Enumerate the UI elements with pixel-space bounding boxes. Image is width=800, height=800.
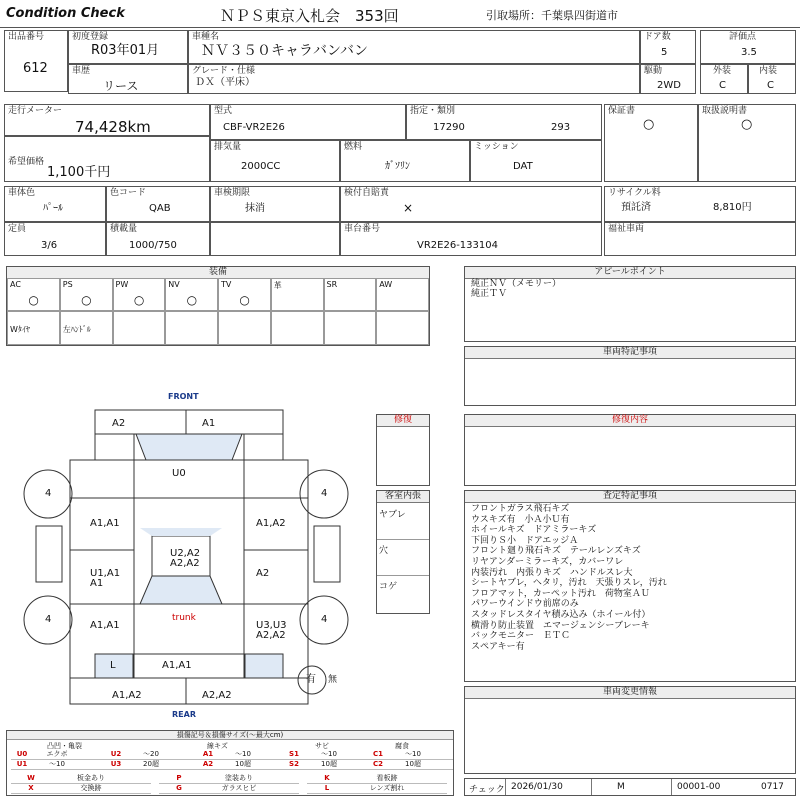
doors-value: 5: [661, 47, 668, 58]
part-door-rl-2: A1: [90, 578, 104, 589]
part-door-rr: A2: [256, 568, 270, 579]
equipment-cell: [218, 278, 271, 311]
legend-code: S1: [289, 750, 299, 758]
equipment-label: PW: [115, 280, 129, 289]
part-rear-l: L: [110, 660, 116, 671]
legend-item: [197, 750, 283, 760]
score-label: 評価点: [729, 32, 757, 42]
legend-code: P: [176, 774, 182, 782]
score-box: [700, 30, 796, 64]
recycle-status: 預託済: [621, 202, 651, 213]
trunk-label: trunk: [172, 613, 196, 623]
inspection-value: 抹消: [245, 203, 265, 214]
part-qtr-r-1: U3,U3: [256, 620, 287, 631]
part-qtr-r-2: A2,A2: [256, 630, 286, 641]
chassis-value: VR2E26-133104: [417, 240, 498, 251]
legend-item: [159, 774, 299, 784]
inspection-notes-title: 査定特記事項: [465, 491, 795, 503]
designation-label: 指定・類別: [410, 106, 456, 116]
legend-text: エクボ: [46, 750, 68, 758]
part-qtr-l: A1,A1: [90, 620, 120, 631]
displacement-box: [210, 140, 340, 182]
tire-rl: 4: [45, 614, 52, 625]
legend-body: [7, 741, 453, 795]
legend-text: 〜10: [405, 750, 421, 758]
legend-item: [11, 760, 109, 770]
part-door-fl: A1,A1: [90, 518, 120, 529]
change-info-title: 車両変更情報: [465, 687, 795, 699]
repair-content-panel: [464, 414, 796, 486]
drive-label: 駆動: [644, 66, 663, 76]
special-notes-panel: [464, 346, 796, 406]
drive-value: 2WD: [657, 80, 681, 91]
equipment-cell: [165, 311, 218, 345]
price-value: 1,100千円: [47, 165, 111, 180]
color-code-label: 色コード: [110, 188, 147, 198]
legend-item: [367, 750, 453, 760]
equipment-label: TV: [221, 280, 232, 289]
price-box: [4, 136, 210, 182]
name-box: [188, 30, 640, 64]
check-mark: M: [617, 782, 625, 792]
equipment-label: 革: [273, 281, 282, 290]
welfare-box: [604, 222, 796, 256]
legend-text: 10超: [321, 760, 337, 768]
front-label: FRONT: [168, 392, 199, 401]
legend-code: L: [324, 784, 330, 792]
legend-code: U2: [110, 750, 122, 758]
fuel-box: [340, 140, 470, 182]
equipment-cell: [113, 278, 166, 311]
equipment-cell: [60, 311, 113, 345]
car-diagram: [0, 388, 376, 724]
lot-number: 612: [23, 61, 48, 76]
first-reg-value: R03年01月: [91, 43, 160, 58]
int-box: [748, 64, 796, 94]
inspection-note-line: 内装汚れ 内張りキズ ハンドルスレ大: [471, 567, 633, 578]
history-box: [68, 64, 188, 94]
equipment-label: NV: [168, 280, 180, 289]
history-value: リース: [103, 79, 139, 93]
history-label: 車歴: [72, 66, 91, 76]
inspection-note-line: シートヤブレ，ヘタリ，汚れ 天張りスレ，汚れ: [471, 578, 667, 589]
equipment-cell: [7, 278, 60, 311]
equipment-mark: ○: [133, 293, 145, 307]
equipment-option: 左ﾊﾝﾄﾞﾙ: [62, 325, 91, 334]
appeal-line: 純正ＴＶ: [471, 289, 508, 299]
liability-value: ×: [403, 201, 414, 215]
legend-text: 板金あり: [77, 774, 105, 782]
color-value: ﾊﾟｰﾙ: [43, 203, 63, 214]
check-number: 0717: [761, 782, 784, 792]
tire-fr: 4: [321, 488, 328, 499]
color-code-value: QAB: [149, 203, 171, 214]
ext-label: 外装: [713, 66, 732, 76]
cabin-item-burn: コゲ: [379, 582, 398, 592]
grade-box: [188, 64, 640, 94]
legend-code: C1: [372, 750, 383, 758]
equipment-mark: ○: [81, 293, 92, 307]
displacement-value: 2000CC: [241, 161, 281, 172]
capacity-value: 3/6: [41, 240, 58, 251]
legend-code: U3: [110, 760, 122, 768]
equipment-cell: [271, 311, 324, 345]
legend-item: [197, 760, 283, 770]
manual-mark: ○: [741, 117, 753, 132]
equipment-label: AC: [10, 280, 21, 289]
displacement-label: 排気量: [214, 142, 242, 152]
change-info-panel: [464, 686, 796, 774]
ext-box: [700, 64, 748, 94]
warranty-box: [604, 104, 698, 182]
mileage-value: 74,428km: [75, 118, 151, 136]
equipment-label: SR: [326, 280, 338, 289]
part-center-1: U2,A2: [170, 548, 201, 559]
equipment-cell: [113, 311, 166, 345]
recycle-amount: 8,810円: [713, 202, 752, 213]
category-value: 293: [551, 122, 571, 133]
legend-text: レンズ割れ: [369, 784, 405, 792]
legend-text: 〜10: [235, 750, 251, 758]
inspection-note-line: スペアキー有: [471, 641, 525, 652]
equipment-panel: [6, 266, 430, 346]
legend-code: U0: [16, 750, 28, 758]
warranty-label: 保証書: [608, 106, 636, 116]
spare-tire-present: 有: [306, 674, 316, 685]
inspection-notes-lines: [471, 504, 667, 652]
load-box: [106, 222, 210, 256]
legend-item: [307, 774, 447, 784]
equipment-cell: [376, 278, 429, 311]
manual-label: 取扱説明書: [702, 106, 748, 116]
equipment-option: Wﾀｲﾔ: [10, 325, 30, 334]
inspection-note-line: フロントガラス飛石キズ: [471, 504, 570, 514]
mileage-label: 走行メーター: [8, 106, 63, 116]
capacity-box: [4, 222, 106, 256]
legend-code: C2: [372, 760, 383, 768]
legend-header: 凸凹・亀裂: [47, 742, 82, 750]
cabin-divider: [377, 539, 429, 540]
legend-item: [105, 750, 197, 760]
equipment-cell: [7, 311, 60, 345]
legend-item: [11, 750, 109, 760]
inspection-note-line: フロント廻り飛石キズ テールレンズキズ: [471, 546, 641, 557]
mission-box: [470, 140, 602, 182]
legend-item: [11, 774, 151, 784]
inspection-note-line: 下回りＳ小 ドアエッジＡ: [471, 535, 579, 546]
legend-text: 看板跡: [376, 774, 398, 782]
legend-text: ガラスヒビ: [221, 784, 257, 792]
inspection-notes-panel: [464, 490, 796, 682]
legend-item: [307, 784, 447, 794]
header-bar: [0, 0, 800, 28]
model-box: [210, 104, 406, 140]
load-label: 積載量: [110, 224, 138, 234]
spare-tire-none: 無: [328, 675, 338, 685]
special-notes-title: 車両特記事項: [465, 347, 795, 359]
chassis-box: [340, 222, 602, 256]
inspection-box: [210, 186, 340, 222]
first-reg-label: 初度登録: [72, 32, 109, 42]
cabin-divider: [377, 575, 429, 576]
legend-text: 〜10: [49, 760, 65, 768]
appeal-line: 純正ＮＶ（メモリー）: [471, 279, 562, 289]
rear-label: REAR: [172, 710, 196, 719]
mission-label: ミッション: [474, 142, 519, 152]
legend-panel: [6, 730, 454, 796]
check-date: 2026/01/30: [511, 782, 563, 792]
inspection-note-line: スタッドレスタイヤ積み込み（ホイール付）: [471, 609, 651, 620]
title-center: ＮＰＳ東京入札会 353回: [220, 7, 399, 25]
doors-box: [640, 30, 696, 64]
part-front-right: A1: [202, 418, 216, 429]
equipment-grid: [7, 278, 429, 345]
inspection-note-line: パワーウインドウ前席のみ: [471, 599, 579, 610]
score-value: 3.5: [741, 47, 757, 58]
part-door-rl-1: U1,A1: [90, 568, 121, 579]
inspection-label: 車検期限: [214, 188, 251, 198]
legend-code: X: [28, 784, 34, 792]
fuel-value: ｶﾞｿﾘﾝ: [385, 161, 410, 172]
equipment-mark: ○: [186, 293, 198, 307]
drive-box: [640, 64, 696, 94]
manual-box: [698, 104, 796, 182]
legend-text: 〜20: [143, 750, 159, 758]
name-label: 車種名: [192, 32, 220, 42]
legend-header: サビ: [315, 742, 329, 750]
legend-code: A2: [202, 760, 214, 768]
legend-code: W: [27, 774, 35, 782]
part-center-2: A2,A2: [170, 558, 200, 569]
color-box: [4, 186, 106, 222]
legend-header: 腐食: [395, 742, 409, 750]
capacity-label: 定員: [8, 224, 27, 234]
cabin-item-tear: ヤブレ: [379, 510, 406, 520]
part-bumper-r: A2,A2: [202, 690, 232, 701]
part-roof: U0: [172, 468, 186, 479]
liability-box: [340, 186, 602, 222]
check-divider: [671, 779, 672, 795]
mission-value: DAT: [513, 161, 533, 172]
equipment-cell: [218, 311, 271, 345]
part-front-left: A2: [112, 418, 126, 429]
equipment-mark: ○: [28, 293, 39, 307]
color-label: 車体色: [8, 188, 36, 198]
legend-code: A1: [202, 750, 214, 758]
doors-label: ドア数: [644, 32, 671, 42]
cabin-item-hole: 穴: [379, 546, 389, 556]
color-code-box: [106, 186, 210, 222]
legend-code: K: [324, 774, 330, 782]
liability-label: 検付自賠責: [344, 188, 390, 198]
model-value: CBF-VR2E26: [223, 122, 285, 133]
legend-header: 線キズ: [207, 742, 228, 750]
designation-box: [406, 104, 602, 140]
int-value: C: [767, 80, 774, 91]
tire-rr: 4: [321, 614, 328, 625]
check-divider: [591, 779, 592, 795]
inspection-note-line: フロアマット，カーペット汚れ 荷物室ＡＵ: [471, 588, 650, 599]
mileage-box: [4, 104, 210, 136]
appeal-lines: [471, 279, 561, 299]
warranty-mark: ○: [643, 117, 655, 132]
price-label: 希望価格: [8, 157, 45, 167]
inspection-note-line: リヤアンダーミラーキズ，カバーワレ: [471, 556, 624, 567]
equipment-cell: [271, 278, 324, 311]
equipment-cell: [60, 278, 113, 311]
grade-value: ＤＸ（平床）: [195, 77, 255, 88]
legend-text: 塗装あり: [225, 774, 253, 782]
legend-item: [105, 760, 197, 770]
legend-item: [283, 750, 367, 760]
recycle-box: [604, 186, 796, 222]
equipment-cell: [324, 311, 377, 345]
cabin-panel: [376, 490, 430, 614]
check-code: 00001-00: [677, 782, 721, 792]
legend-text: 交換跡: [80, 784, 102, 792]
legend-text: 10超: [405, 760, 421, 768]
legend-code: U1: [16, 760, 28, 768]
equipment-cell: [324, 278, 377, 311]
chassis-label: 車台番号: [344, 224, 381, 234]
model-label: 型式: [214, 106, 233, 116]
designation-value: 17290: [433, 122, 465, 133]
appeal-title: アピールポイント: [465, 267, 795, 279]
lot-label: 出品番号: [8, 32, 45, 42]
legend-code: S2: [289, 760, 299, 768]
legend-text: 10超: [235, 760, 251, 768]
equipment-title: 装備: [7, 267, 429, 279]
load-value: 1000/750: [129, 240, 177, 251]
equipment-label: PS: [62, 280, 73, 289]
fuel-label: 燃料: [344, 142, 363, 152]
inspection-note-line: ホイールキズ ドアミラーキズ: [471, 525, 597, 536]
part-bumper-l: A1,A2: [112, 690, 142, 701]
inspection-note-line: 横滑り防止装置 エマージェンシーブレーキ: [471, 620, 650, 631]
cabin-title: 客室内張: [377, 491, 429, 503]
int-label: 内装: [759, 66, 778, 76]
inspection-note-line: ウスキズ有 小Ａ小Ｕ有: [471, 514, 570, 525]
legend-text: 20超: [143, 760, 159, 768]
blank-box: [210, 222, 340, 256]
legend-item: [159, 784, 299, 794]
grade-label: グレード・仕様: [192, 66, 256, 76]
legend-title: 損傷記号＆損傷サイズ(〜最大cm): [7, 731, 453, 740]
part-door-fr: A1,A2: [256, 518, 286, 529]
legend-item: [367, 760, 453, 770]
equipment-cell: [165, 278, 218, 311]
repair-title: 修復: [377, 415, 429, 427]
tire-fl: 4: [45, 488, 52, 499]
appeal-panel: [464, 266, 796, 342]
repair-panel: [376, 414, 430, 486]
recycle-label: リサイクル料: [608, 188, 661, 198]
vehicle-name: ＮＶ３５０キャラバンバン: [201, 43, 369, 59]
title-left: Condition Check: [6, 6, 125, 21]
repair-content-title: 修復内容: [465, 415, 795, 427]
ext-value: C: [719, 80, 726, 91]
check-divider: [505, 779, 506, 795]
check-bar: [464, 778, 796, 796]
legend-code: G: [176, 784, 182, 792]
legend-text: 〜10: [321, 750, 337, 758]
welfare-label: 福祉車両: [608, 224, 645, 234]
legend-item: [11, 784, 151, 794]
equipment-label: AW: [379, 280, 393, 289]
lot-box: [4, 30, 68, 92]
inspection-note-line: バックモニター ＥＴＣ: [471, 631, 571, 642]
pickup-location: 引取場所：千葉県四街道市: [486, 9, 618, 22]
part-rear-mid: A1,A1: [162, 660, 192, 671]
legend-item: [283, 760, 367, 770]
equipment-mark: ○: [239, 293, 250, 307]
first-reg-box: [68, 30, 188, 64]
equipment-cell: [376, 311, 429, 345]
check-label: チェック: [469, 785, 505, 795]
